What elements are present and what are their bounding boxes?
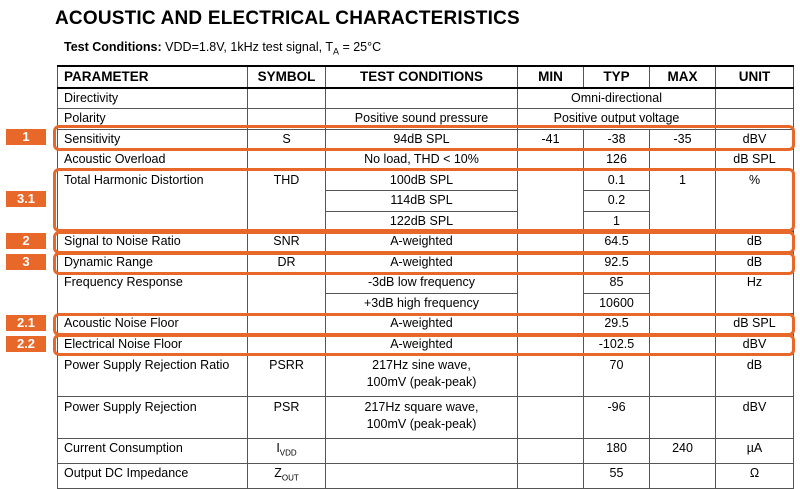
badge-2: 2 <box>6 233 46 249</box>
table-row: Signal to Noise Ratio SNR A-weighted 64.5 dB <box>58 232 794 253</box>
test-conditions-label: Test Conditions: <box>64 40 162 54</box>
badge-1: 1 <box>6 129 46 145</box>
header-parameter: PARAMETER <box>58 66 248 88</box>
table-row: Sensitivity S 94dB SPL -41 -38 -35 dBV <box>58 129 794 150</box>
table-row: Acoustic Noise Floor A-weighted 29.5 dB SPL <box>58 314 794 335</box>
badge-2-1: 2.1 <box>6 315 46 331</box>
table-row: Power Supply Rejection PSR 217Hz square wave, 100mV (peak-peak) -96 dBV <box>58 397 794 439</box>
table-row: Acoustic Overload No load, THD < 10% 126 dB SPL <box>58 150 794 171</box>
header-max: MAX <box>650 66 716 88</box>
badge-3: 3 <box>6 254 46 270</box>
table-row: Frequency Response -3dB low frequency 85 Hz <box>58 273 794 294</box>
header-typ: TYP <box>584 66 650 88</box>
table-row: Electrical Noise Floor A-weighted -102.5 dBV <box>58 334 794 355</box>
header-test-conditions: TEST CONDITIONS <box>326 66 518 88</box>
characteristics-table <box>57 65 794 489</box>
table-row: 122dB SPL 1 <box>58 211 794 232</box>
table-row: Dynamic Range DR A-weighted 92.5 dB <box>58 252 794 273</box>
header-min: MIN <box>518 66 584 88</box>
test-conditions: Test Conditions: VDD=1.8V, 1kHz test signal, $T_A = 25^\circ C$ <box>64 40 382 57</box>
table-row: Current Consumption $I_{VDD}$ 180 240 µA <box>58 439 794 464</box>
table-row: +3dB high frequency 10600 <box>58 293 794 314</box>
header-symbol: SYMBOL <box>248 66 326 88</box>
table-row: Total Harmonic Distortion THD 100dB SPL 0.1 1 % <box>58 170 794 191</box>
table-row: Directivity Omni-directional <box>58 88 794 109</box>
header-unit: UNIT <box>716 66 794 88</box>
table-row: Polarity Positive sound pressure Positive output voltage <box>58 109 794 130</box>
table-row: Power Supply Rejection Ratio PSRR 217Hz sine wave, 100mV (peak-peak) 70 dB <box>58 355 794 397</box>
page-title: ACOUSTIC AND ELECTRICAL CHARACTERISTICS <box>55 8 520 29</box>
table-row: 114dB SPL 0.2 <box>58 191 794 212</box>
table-row: Output DC Impedance $Z_{OUT}$ 55 Ω <box>58 464 794 489</box>
badge-2-2: 2.2 <box>6 336 46 352</box>
badge-3-1: 3.1 <box>6 191 46 207</box>
table-header-row <box>58 66 794 88</box>
